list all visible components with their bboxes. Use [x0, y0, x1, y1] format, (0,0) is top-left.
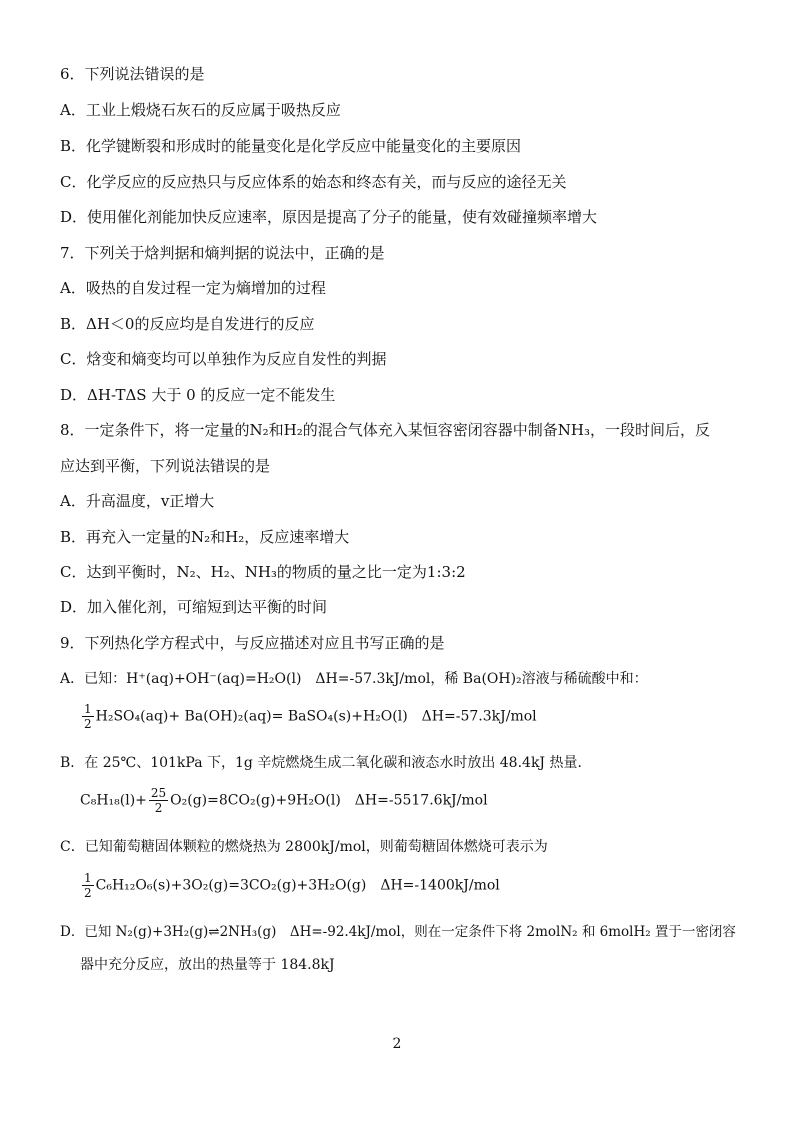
q8-option-d: D．加入催化剂，可缩短到达平衡的时间 [60, 598, 328, 616]
q7-option-b: B．ΔH＜0的反应均是自发进行的反应 [60, 315, 315, 333]
fraction-half: $\frac{1}{2}$ [84, 702, 92, 731]
q7-option-c: C．焓变和熵变均可以单独作为反应自发性的判据 [60, 350, 387, 368]
q9-b-equation-left: C₈H₁₈(l)+ [80, 792, 147, 809]
q9-option-b: B．在 25℃、101kPa 下，1g 辛烷燃烧生成二氧化碳和液态水时放出 48.4kJ 热量． [60, 755, 592, 771]
q8-stem-line2: 应达到平衡，下列说法错误的是 [60, 457, 271, 475]
q8-option-b: B．再充入一定量的N₂和H₂，反应速率增大 [60, 528, 350, 546]
q9-b-equation-right: O₂(g)=8CO₂(g)+9H₂O(l) ΔH=-5517.6kJ/mol [170, 792, 488, 809]
q6-option-c: C．化学反应的反应热只与反应体系的始态和终态有关，而与反应的途径无关 [60, 173, 567, 191]
q6-option-a: A．工业上煅烧石灰石的反应属于吸热反应 [60, 101, 341, 119]
fraction-half: $\frac{1}{2}$ [84, 871, 92, 900]
q9-stem: 9．下列热化学方程式中，与反应描述对应且书写正确的是 [60, 634, 445, 652]
q9-option-c: C．已知葡萄糖固体颗粒的燃烧热为 2800kJ/mol，则葡萄糖固体燃烧可表示为 [60, 839, 548, 855]
q8-option-c: C．达到平衡时，N₂、H₂、NH₃的物质的量之比一定为1:3:2 [60, 563, 466, 581]
q9-option-d-line2: 器中充分反应，放出的热量等于 184.8kJ [80, 957, 335, 973]
q6-stem: 6．下列说法错误的是 [60, 65, 205, 83]
q7-option-a: A．吸热的自发过程一定为熵增加的过程 [60, 279, 326, 297]
q9-option-a: A．已知：H⁺(aq)+OH⁻(aq)=H₂O(l) ΔH=-57.3kJ/mol，稀 Ba(OH)₂溶液与稀硫酸中和： [60, 671, 648, 687]
q8-option-a: A．升高温度，v正增大 [60, 492, 215, 510]
q6-option-d: D．使用催化剂能加快反应速率，原因是提高了分子的能量，使有效碰撞频率增大 [60, 208, 598, 226]
q7-stem: 7．下列关于焓判据和熵判据的说法中，正确的是 [60, 244, 385, 262]
q7-option-d: D．ΔH-TΔS 大于 0 的反应一定不能发生 [60, 386, 336, 404]
page-number: 2 [392, 1036, 402, 1052]
q9-b-equation [80, 786, 488, 815]
fraction-25-over-2: $\frac{25}{2}$ [150, 786, 167, 815]
q9-a-equation [80, 702, 537, 731]
q9-c-equation [80, 871, 500, 900]
q6-option-b: B．化学键断裂和形成时的能量变化是化学反应中能量变化的主要原因 [60, 137, 522, 155]
q9-option-d-line1: D．已知 N₂(g)+3H₂(g)⇌2NH₃(g) ΔH=-92.4kJ/mol，则在一定条件下将 2molN₂ 和 6molH₂ 置于一密闭容 [60, 924, 736, 940]
q9-a-equation-text: H₂SO₄(aq)+ Ba(OH)₂(aq)= BaSO₄(s)+H₂O(l) ΔH=-57.3kJ/mol [95, 708, 537, 725]
q9-c-equation-text: C₆H₁₂O₆(s)+3O₂(g)=3CO₂(g)+3H₂O(g) ΔH=-1400kJ/mol [95, 877, 500, 894]
q8-stem-line1: 8．一定条件下，将一定量的N₂和H₂的混合气体充入某恒容密闭容器中制备NH₃，一段时间后，反 [60, 421, 710, 439]
